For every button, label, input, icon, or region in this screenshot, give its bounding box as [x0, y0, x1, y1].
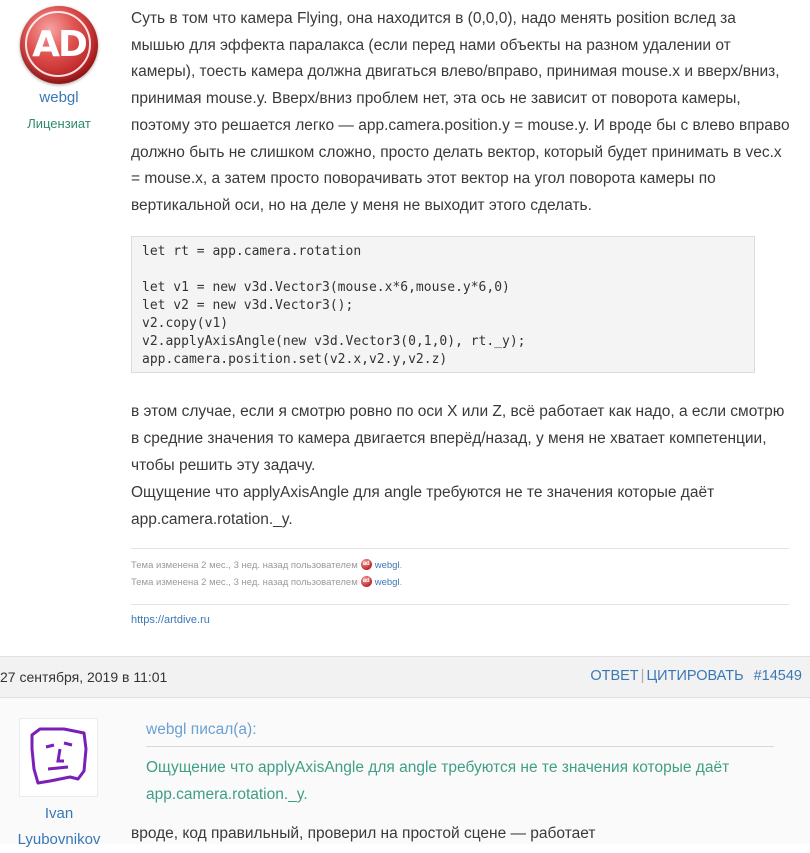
post-number-link[interactable]: #14549	[753, 668, 802, 684]
post-actions	[590, 668, 802, 684]
avatar-text: AD	[32, 24, 86, 65]
post-text-after-code	[131, 398, 791, 533]
edit-note-user[interactable]: webgl	[374, 577, 400, 588]
code-block: let rt = app.camera.rotation let v1 = new v3d.Vector3(mouse.x*6,mouse.y*6,0) let v2 = new v3d.Vector3(); v2.copy(v1) v2.applyAxisAngle(new v3d.Vector3(0,1,0), rt._y); app.camera.position.set(v2.x,v2.y,v2.z)	[131, 236, 755, 373]
quote-link[interactable]: ЦИТИРОВАТЬ	[646, 668, 744, 684]
edit-note: Тема изменена 2 мес., 3 нед. назад пользователемad webgl.	[131, 559, 402, 573]
separator: |	[640, 668, 645, 684]
post-date: 27 сентября, 2019 в 11:01	[0, 669, 168, 685]
post-paragraph: Суть в том что камера Flying, она находится в (0,0,0), надо менять position вслед за мышью для эффекта паралакса (если перед нами объекты на разном удалении от камеры), тоесть камера должна двигаться влево/вправо, принимая mouse.x и вверх/вниз, принимая mouse.y. Вверх/вниз проблем нет, эта ось не зависит от поворота камеры, поэтому это решается легко — app.camera.position.y = mouse.y. И вроде бы с влево вправо должно быть не слишком сложно, просто делать вектор, который будет принимать в vec.x = mouse.x, а затем просто поворачивать этот вектор на угол поворота камеры по вертикальной оси, но на деле у меня не выходит этого сделать.	[131, 10, 790, 214]
edit-note: Тема изменена 2 мес., 3 нед. назад пользователемad webgl.	[131, 576, 402, 590]
mini-avatar-icon	[361, 559, 372, 570]
edit-note-text: Тема изменена 2 мес., 3 нед. назад пользователем	[131, 560, 358, 571]
author-name[interactable]	[0, 801, 118, 853]
reply-link[interactable]: ОТВЕТ	[590, 668, 639, 684]
post-text	[131, 6, 791, 220]
post-paragraph: в этом случае, если я смотрю ровно по оси X или Z, всё работает как надо, а если смотрю в средние значения то камера двигается вперёд/назад, у меня не хватает компетенции, чтобы решить эту задачу.	[131, 403, 785, 474]
divider	[131, 548, 789, 549]
user-avatar[interactable]	[19, 718, 98, 797]
quote-text: Ощущение что applyAxisAngle для angle требуются не те значения которые даёт app.camera.rotation._y.	[146, 759, 730, 803]
post-meta-bar	[0, 656, 810, 698]
post-paragraph: Ощущение что applyAxisAngle для angle требуются не те значения которые даёт app.camera.rotation._y.	[131, 484, 715, 528]
user-avatar[interactable]	[20, 6, 98, 84]
quote-divider	[146, 746, 774, 747]
author-role: Лицензиат	[27, 116, 91, 131]
quote-header: webgl писал(а):	[146, 721, 257, 738]
edit-note-user[interactable]: webgl	[374, 560, 400, 571]
reply-text: вроде, код правильный, проверил на простой сцене — работает	[131, 825, 596, 842]
signature-link[interactable]: https://artdive.ru	[131, 614, 210, 626]
author-name[interactable]: webgl	[39, 89, 79, 106]
author-first-name[interactable]: Ivan	[44, 805, 74, 822]
divider	[131, 604, 789, 605]
face-doodle-icon	[20, 719, 97, 796]
mini-avatar-icon	[361, 576, 372, 587]
author-last-name[interactable]: Lyubovnikov	[17, 831, 101, 848]
edit-note-text: Тема изменена 2 мес., 3 нед. назад пользователем	[131, 577, 358, 588]
